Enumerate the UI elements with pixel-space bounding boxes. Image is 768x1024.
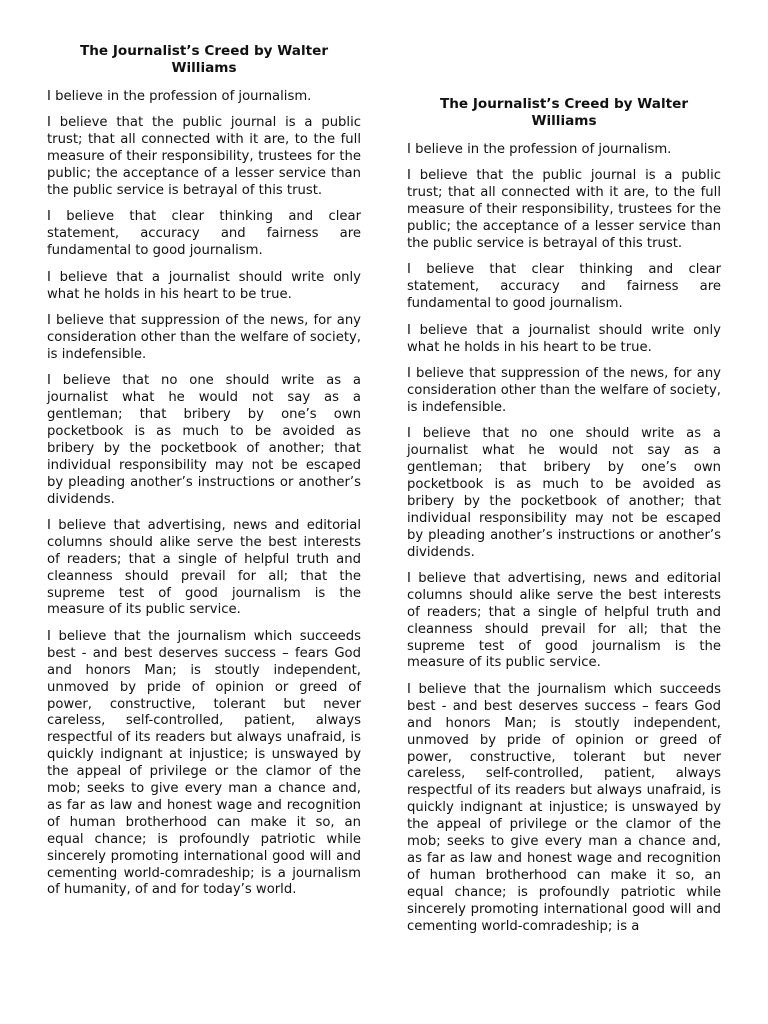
document-title: The Journalist’s Creed by Walter Williams xyxy=(439,96,689,129)
paragraph: I believe that advertising, news and editorial columns should alike serve the best interests of readers; that a single of helpful truth and cleanness should prevail for all; that the supreme test of good journalism is the measure of its public service. xyxy=(47,517,361,618)
paragraph: I believe that clear thinking and clear statement, accuracy and fairness are fundamental to good journalism. xyxy=(407,262,721,312)
paragraph: I believe that suppression of the news, for any consideration other than the welfare of society, is indefensible. xyxy=(407,365,721,415)
paragraph: I believe that suppression of the news, for any consideration other than the welfare of society, is indefensible. xyxy=(47,312,361,362)
paragraph: I believe that no one should write as a journalist what he would not say as a gentleman; that bribery by one’s own pocketbook is as much to be avoided as bribery by the pocketbook of another; that individual responsibility may not be escaped by pleading another’s instructions or another’s dividends. xyxy=(407,426,721,560)
paragraph: I believe in the profession of journalism. xyxy=(47,89,312,104)
document-title: The Journalist’s Creed by Walter Williams xyxy=(79,43,329,76)
creed-column-right xyxy=(407,96,721,945)
paragraph: I believe that clear thinking and clear statement, accuracy and fairness are fundamental to good journalism. xyxy=(47,209,361,259)
paragraph: I believe that the journalism which succeeds best - and best deserves success – fears God and honors Man; is stoutly independent, unmoved by pride of opinion or greed of power, constructive, tolerant but never careless, self-controlled, patient, always respectful of its readers but always unafraid, is quickly indignant at injustice; is unswayed by the appeal of privilege or the clamor of the mob; seeks to give every man a chance and, as far as law and honest wage and recognition of human brotherhood can make it so, an equal chance; is profoundly patriotic while sincerely promoting international good will and cementing world-comradeship; is a journalism of humanity, of and for today’s world. xyxy=(47,628,361,898)
paragraph: I believe that a journalist should write only what he holds in his heart to be true. xyxy=(407,322,721,355)
paragraph-truncated: I believe that the journalism which succeeds best - and best deserves success – fears God and honors Man; is stoutly independent, unmoved by pride of opinion or greed of power, constructive, tolerant but never careless, self-controlled, patient, always respectful of its readers but always unafraid, is quickly indignant at injustice; is unswayed by the appeal of privilege or the clamor of the mob; seeks to give every man a chance and, as far as law and honest wage and recognition of human brotherhood can make it so, an equal chance; is profoundly patriotic while sincerely promoting international good will and cementing world-comradeship; is a xyxy=(407,681,721,934)
creed-column-left xyxy=(47,43,361,909)
paragraph: I believe that a journalist should write only what he holds in his heart to be true. xyxy=(47,269,361,302)
paragraph: I believe that the public journal is a public trust; that all connected with it are, to the full measure of their responsibility, trustees for the public; the acceptance of a lesser service than the public service is betrayal of this trust. xyxy=(47,115,361,199)
paragraph: I believe that the public journal is a public trust; that all connected with it are, to the full measure of their responsibility, trustees for the public; the acceptance of a lesser service than the public service is betrayal of this trust. xyxy=(407,168,721,252)
paragraph: I believe that no one should write as a journalist what he would not say as a gentleman; that bribery by one’s own pocketbook is as much to be avoided as bribery by the pocketbook of another; that individual responsibility may not be escaped by pleading another’s instructions or another’s dividends. xyxy=(47,373,361,507)
paragraph: I believe in the profession of journalism. xyxy=(407,142,672,157)
paragraph: I believe that advertising, news and editorial columns should alike serve the best interests of readers; that a single of helpful truth and cleanness should prevail for all; that the supreme test of good journalism is the measure of its public service. xyxy=(407,570,721,671)
